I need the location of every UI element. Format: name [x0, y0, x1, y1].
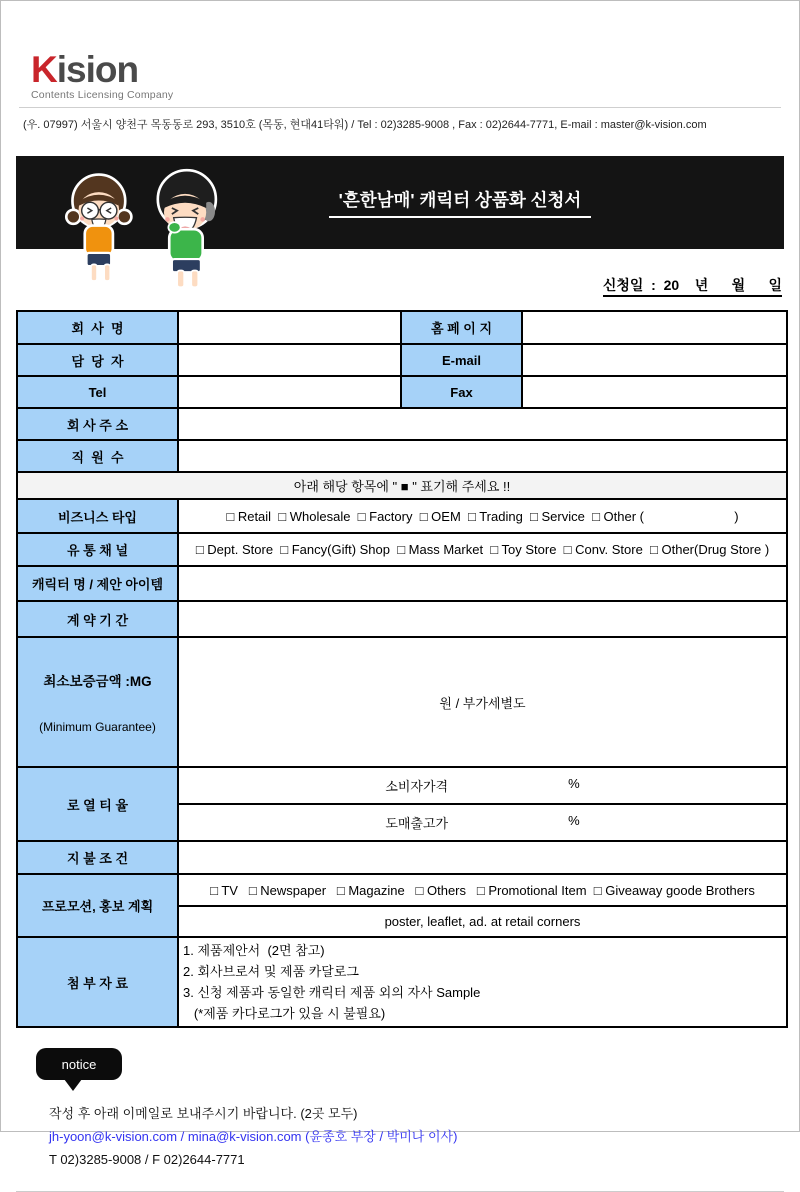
email-label: E-mail	[401, 344, 522, 376]
attachment-item: (*제품 카다로그가 있을 시 불필요)	[183, 1006, 386, 1021]
payment-label: 지 불 조 건	[17, 841, 178, 874]
header-divider	[19, 107, 781, 108]
row-company-address	[17, 408, 787, 440]
logo-rest-letters: ision	[56, 49, 139, 90]
email-field[interactable]	[522, 344, 787, 376]
application-date-line: 신청일 : 20 년 월 일	[1, 275, 782, 295]
row-minimum-guarantee	[17, 637, 787, 767]
business-type-label: 비즈니스 타입	[17, 499, 178, 533]
form-title: '흔한남매' 캐릭터 상품화 신청서	[329, 187, 592, 218]
logo-tagline: Contents Licensing Company	[31, 89, 174, 101]
tel-label: Tel	[17, 376, 178, 408]
contract-period-label: 계 약 기 간	[17, 601, 178, 637]
homepage-label: 홈 페 이 지	[401, 311, 522, 344]
row-instruction	[17, 472, 787, 499]
payment-field[interactable]	[178, 841, 787, 874]
channel-options[interactable]: □ Dept. Store □ Fancy(Gift) Shop □ Mass Market □ Toy Store □ Conv. Store □ Other(Drug Store )	[178, 533, 787, 566]
row-promotion-options	[17, 874, 787, 906]
notice-phone-numbers: T 02)3285-9008 / F 02)2644-7771	[49, 1152, 245, 1167]
promotion-options[interactable]: □ TV □ Newspaper □ Magazine □ Others □ Promotional Item □ Giveaway goode Brothers	[178, 874, 787, 906]
company-address-label: 회 사 주 소	[17, 408, 178, 440]
fax-field[interactable]	[522, 376, 787, 408]
attachments-label: 첨 부 자 료	[17, 937, 178, 1027]
girl-character	[66, 175, 131, 281]
promotion-label: 프로모션, 홍보 계획	[17, 874, 178, 937]
company-logo	[1, 1, 799, 101]
character-item-label: 캐릭터 명 / 제안 아이템	[17, 566, 178, 601]
character-item-field[interactable]	[178, 566, 787, 601]
mg-label-line1: 최소보증금액 :MG	[43, 674, 152, 689]
royalty-wholesale-name: 도매출고가	[385, 816, 449, 831]
contact-label: 담 당 자	[17, 344, 178, 376]
notice-instruction: 작성 후 아래 이메일로 보내주시기 바랍니다. (2곳 모두)	[49, 1106, 358, 1121]
logo-wordmark	[31, 51, 799, 88]
minimum-guarantee-field[interactable]: 원 / 부가세별도	[178, 637, 787, 767]
royalty-consumer-unit: %	[568, 776, 580, 791]
notice-email-links[interactable]: jh-yoon@k-vision.com / mina@k-vision.com (윤종호 부장 / 박미나 이사)	[49, 1129, 458, 1144]
company-name-label: 회 사 명	[17, 311, 178, 344]
row-tel-fax	[17, 376, 787, 408]
company-name-field[interactable]	[178, 311, 401, 344]
channel-label: 유 통 채 널	[17, 533, 178, 566]
row-attachments	[17, 937, 787, 1027]
row-character-item	[17, 566, 787, 601]
row-company-name	[17, 311, 787, 344]
employees-field[interactable]	[178, 440, 787, 472]
royalty-consumer-field[interactable]	[178, 767, 787, 804]
logo-k-letter: K	[31, 49, 57, 90]
contact-field[interactable]	[178, 344, 401, 376]
employees-label: 직 원 수	[17, 440, 178, 472]
attachments-list	[178, 937, 787, 1027]
title-banner	[16, 156, 784, 249]
attachment-item: 3. 신청 제품과 동일한 캐릭터 제품 외의 자사 Sample	[183, 985, 481, 1000]
notice-badge-tail	[64, 1079, 82, 1091]
mg-label-line2: (Minimum Guarantee)	[39, 720, 156, 734]
row-business-type	[17, 499, 787, 533]
notice-badge-label: notice	[61, 1056, 97, 1072]
row-channel	[17, 533, 787, 566]
fax-label: Fax	[401, 376, 522, 408]
royalty-wholesale-field[interactable]	[178, 804, 787, 841]
company-address-line: (우. 07997) 서울시 양천구 목동동로 293, 3510호 (목동, 현대41타워) / Tel : 02)3285-9008 , Fax : 02)2644-7771, E-mail : master@k-vision.com	[23, 119, 707, 131]
attachment-item: 2. 회사브로셔 및 제품 카달로그	[183, 964, 359, 979]
company-address-field[interactable]	[178, 408, 787, 440]
minimum-guarantee-label	[17, 637, 178, 767]
notice-badge	[36, 1048, 122, 1080]
homepage-field[interactable]	[522, 311, 787, 344]
row-contact	[17, 344, 787, 376]
business-type-options[interactable]: □ Retail □ Wholesale □ Factory □ OEM □ Trading □ Service □ Other ( )	[178, 499, 787, 533]
attachment-item: 1. 제품제안서 (2면 참고)	[183, 943, 325, 958]
contract-period-field[interactable]	[178, 601, 787, 637]
royalty-label: 로 열 티 율	[17, 767, 178, 841]
row-employees	[17, 440, 787, 472]
row-royalty-consumer	[17, 767, 787, 804]
siblings-characters-illustration	[54, 164, 244, 296]
application-form-table	[16, 310, 788, 1028]
notice-text-block	[49, 1102, 799, 1171]
mark-instruction-text: 아래 해당 항목에 " ■ " 표기해 주세요 !!	[17, 472, 787, 499]
boy-character	[158, 170, 216, 287]
promotion-note: poster, leaflet, ad. at retail corners	[178, 906, 787, 937]
row-payment	[17, 841, 787, 874]
royalty-wholesale-unit: %	[568, 813, 580, 828]
tel-field[interactable]	[178, 376, 401, 408]
royalty-consumer-name: 소비자가격	[385, 779, 449, 794]
row-contract-period	[17, 601, 787, 637]
